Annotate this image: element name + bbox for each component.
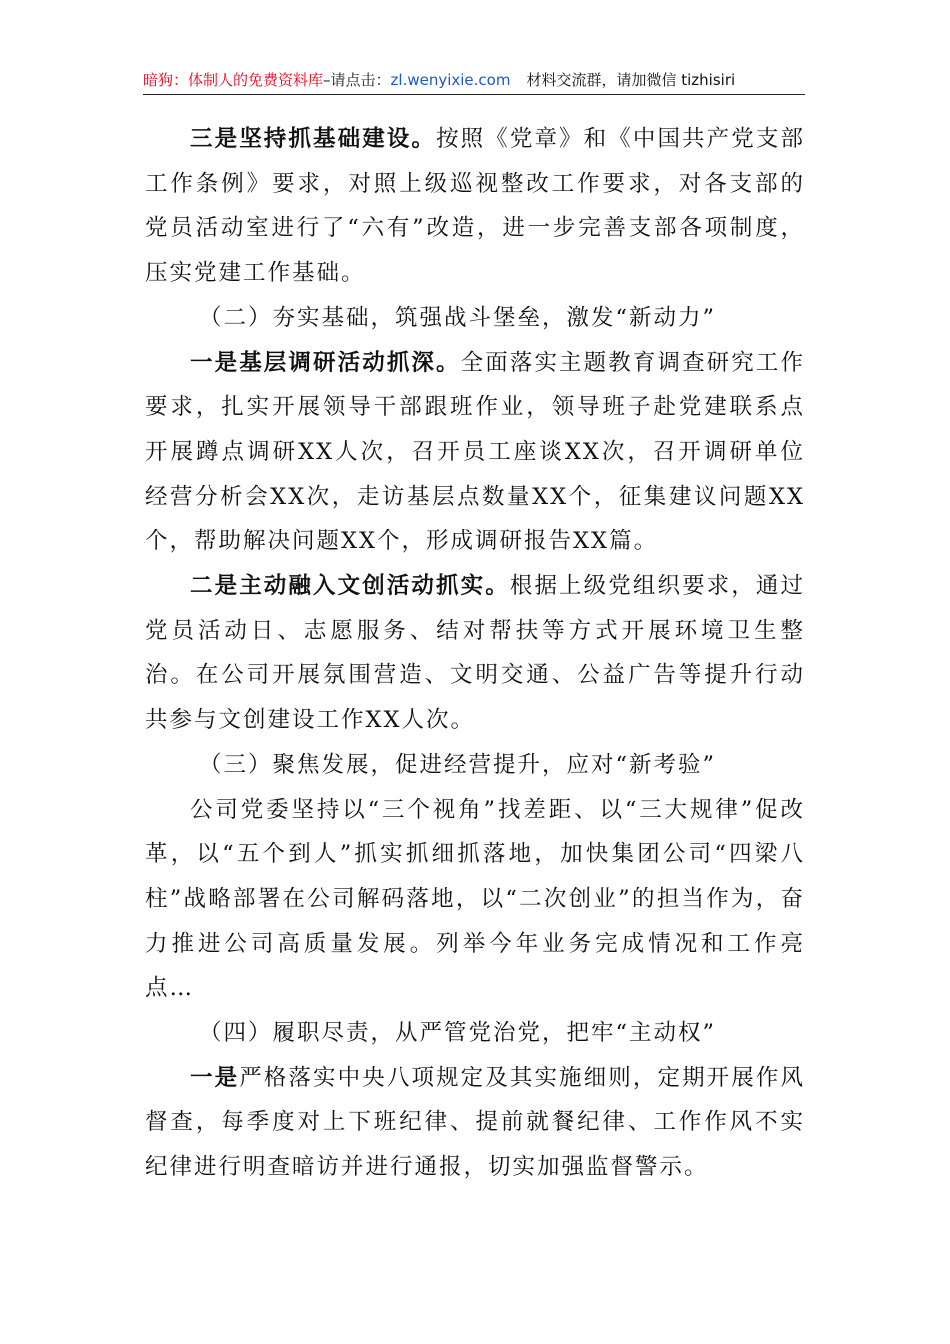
- paragraph-text: 公司党委坚持以“三个视角”找差距、以“三大规律”促改革，以“五个到人”抓实抓细抓落地，加快集团公司“四梁八柱”战略部署在公司解码落地，以“二次创业”的担当作为，奋力推进公司高质量发展。列举今年业务完成情况和工作亮点…: [145, 796, 805, 1002]
- paragraph: [145, 1056, 805, 1190]
- paragraph: [145, 788, 805, 1012]
- paragraph-lead: 三是坚持抓基础建设。: [190, 126, 437, 152]
- section-heading: （二）夯实基础，筑强战斗堡垒，激发“新动力”: [199, 304, 717, 331]
- header-divider: [143, 94, 805, 95]
- header-link[interactable]: zl.wenyixie.com: [390, 71, 511, 89]
- document-body: [145, 117, 805, 1190]
- paragraph: [145, 341, 805, 565]
- header-prompt: –请点击：: [323, 71, 391, 89]
- paragraph: [145, 117, 805, 296]
- section-heading: （四）履职尽责，从严管党治党，把牢“主动权”: [199, 1020, 717, 1047]
- paragraph-lead: 一是基层调研活动抓深。: [190, 349, 461, 376]
- paragraph-text: 根据上级党组织要求，通过党员活动日、志愿服务、结对帮扶等方式开展环境卫生整治。在公司开展氛围营造、文明交通、公益广告等提升行动共参与文创建设工作XX人次。: [145, 573, 805, 734]
- paragraph-text: 按照《党章》和《中国共产党支部工作条例》要求，对照上级巡视整改工作要求，对各支部的党员活动室进行了“六有”改造，进一步完善支部各项制度，压实党建工作基础。: [145, 126, 805, 287]
- header-brand: 暗狗：体制人的免费资料库: [143, 71, 324, 89]
- paragraph-lead: 二是主动融入文创活动抓实。: [190, 573, 510, 600]
- header-wechat-note: 材料交流群，请加微信 tizhisiri: [526, 71, 736, 89]
- paragraph: [145, 564, 805, 743]
- section-heading: （三）聚焦发展，促进经营提升，应对“新考验”: [199, 751, 717, 778]
- paragraph-text: 严格落实中央八项规定及其实施细则，定期开展作风督查，每季度对上下班纪律、提前就餐纪律、工作作风不实纪律进行明查暗访并进行通报，切实加强监督警示。: [145, 1064, 805, 1181]
- paragraph-text: 全面落实主题教育调查研究工作要求，扎实开展领导干部跟班作业，领导班子赴党建联系点开展蹲点调研XX人次，召开员工座谈XX次，召开调研单位经营分析会XX次，走访基层点数量XX个，征集建议问题XX个，帮助解决问题XX个，形成调研报告XX篇。: [145, 349, 805, 555]
- paragraph-lead: 一是: [190, 1064, 240, 1091]
- page-header: [143, 66, 805, 94]
